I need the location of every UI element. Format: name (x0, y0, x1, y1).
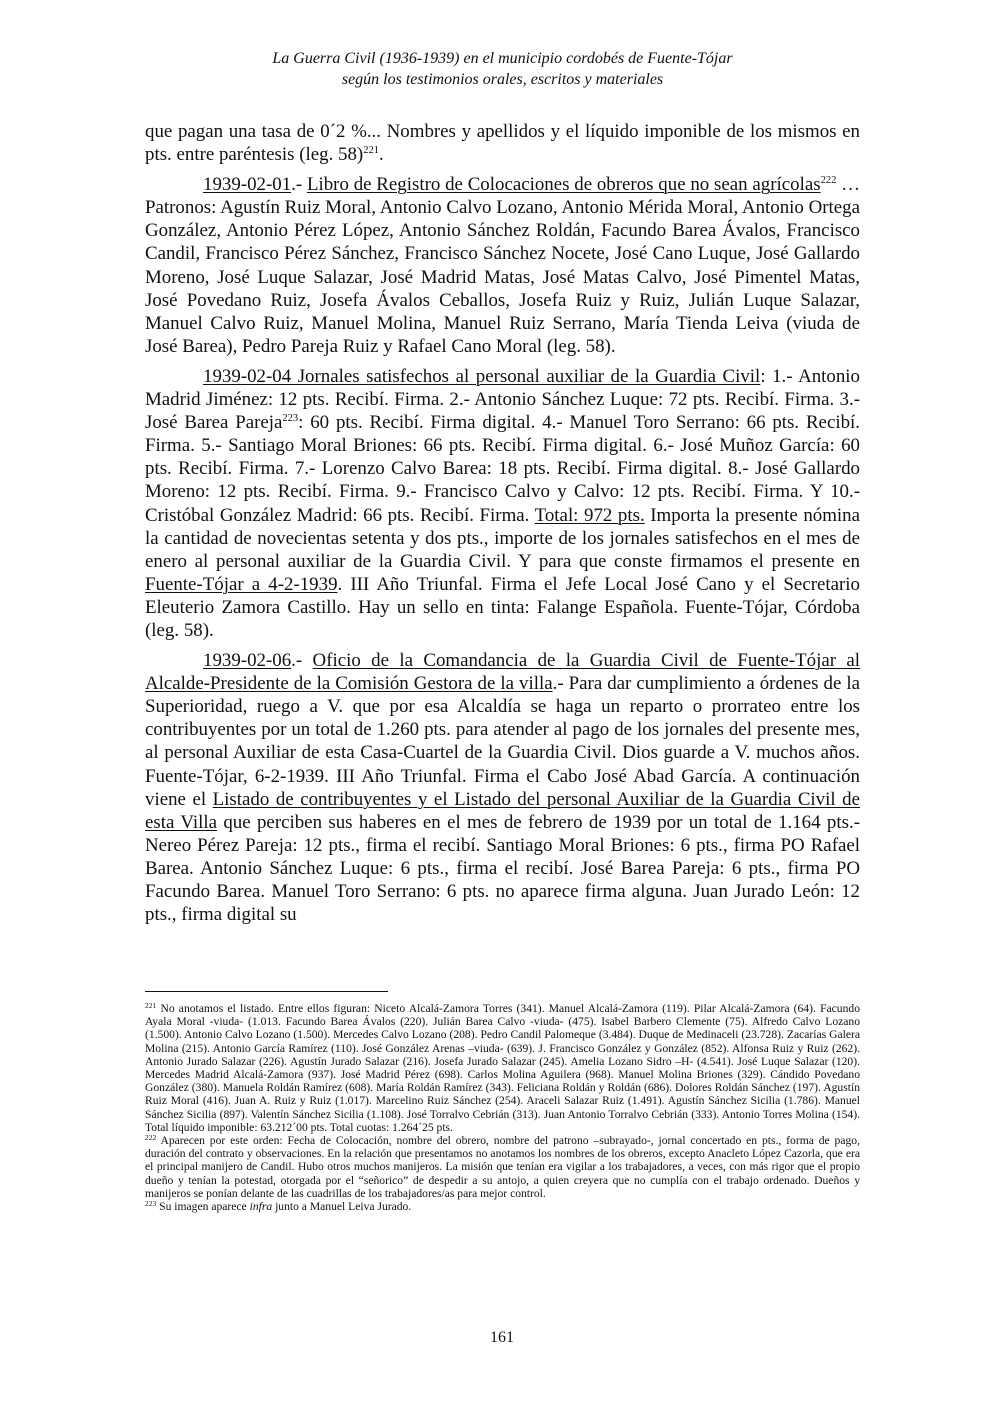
entry-text: que perciben sus haberes en el mes de febrero de 1939 por un total de 1.164 pts.- Nereo Pérez Pareja: 12 pts., firma el recibí. Santiago Moral Briones: 6 pts., firma PO Rafael Barea. Antonio Sánchez Luque: 6 pts., firma el recibí. José Barea Pareja: 6 pts., firma PO Facundo Barea. Manuel Toro Serrano: 6 pts. no aparece firma alguna. Juan Jurado León: 12 pts., firma digital su (145, 811, 860, 926)
footnote-text: Aparecen por este orden: Fecha de Colocación, nombre del obrero, nombre del patrono –subrayado-, jornal concertado en pts., forma de pago, duración del contrato y observaciones. En la relación que presentamos no anotamos los nombres de los obreros, excepto Anacleto López Cazorla, que era el principal manijero de Candil. Hubo otros muchos manijeros. La misión que tenían era vigilar a los trabajadores, a veces, con más rigor que el propio dueño y tenían la potestad, otorgada por el “señorico” de despedir a su antojo, a quien creyera que no cumplía con el trabajo ordenado. Dueños y manijeros se ponían delante de las cuadrillas de los trabajadores/as para mejor control. (145, 1134, 860, 1200)
entry-date: 1939-02-01 (203, 174, 292, 196)
entry-text: : 60 pts. Recibí. Firma digital. 4.- Manuel Toro Serrano: 66 pts. Recibí. Firma. 5.- Santiago Moral Briones: 66 pts. Recibí. Firma digital. 6.- José Muñoz García: 60 pts. Recibí. Firma. 7.- Lorenzo Calvo Barea: 18 pts. Recibí. Firma digital. 8.- José Gallardo Moreno: 12 pts. Recibí. Firma. 9.- Francisco Calvo y Calvo: 12 pts. Recibí. Firma. Y 10.- Cristóbal González Madrid: 66 pts. Recibí. Firma. (145, 412, 860, 526)
footnote-number: 222 (145, 1133, 157, 1143)
footnote-223 (145, 1200, 860, 1213)
paragraph-text: que pagan una tasa de 0´2 %... Nombres y apellidos y el líquido imponible de los mismos en pts. entre paréntesis (leg. 58) (145, 121, 860, 166)
header-line-2: según los testimonios orales, escritos y materiales (341, 71, 664, 88)
entry-text: … Patronos: Agustín Ruiz Moral, Antonio Calvo Lozano, Antonio Mérida Moral, Antonio Ortega González, Antonio Pérez López, Antonio Sánchez Roldán, Facundo Barea Ávalos, Francisco Candil, Francisco Pérez Sánchez, Francisco Sánchez Nocete, José Cano Luque, José Gallardo Moreno, José Luque Salazar, José Madrid Matas, José Matas Calvo, José Pimentel Matas, José Povedano Ruiz, Josefa Ávalos Ceballos, Josefa Ruiz y Ruiz, Julián Luque Salazar, Manuel Calvo Ruiz, Manuel Molina, Manuel Ruiz Serrano, María Tienda Leiva (viuda de José Barea), Pedro Pareja Ruiz y Rafael Cano Moral (leg. 58). (145, 174, 860, 357)
page-number: 161 (490, 1329, 514, 1346)
footnote-ref-221[interactable]: 221 (363, 145, 379, 157)
footnotes (145, 1002, 860, 1213)
entry-title: Oficio de la Comandancia de la Guardia Civil de Fuente-Tójar al Alcalde-Presidente de la Comisión Gestora de la villa (145, 650, 860, 695)
entry-text: . III Año Triunfal. Firma el Jefe Local José Cano y el Secretario Eleuterio Zamora Castillo. Hay un sello en tinta: Falange Española. Fuente-Tójar, Córdoba (leg. 58). (145, 573, 860, 641)
entry-1939-02-01 (145, 173, 860, 358)
running-header (145, 48, 860, 90)
footnote-separator (145, 991, 388, 992)
footnote-ref-223[interactable]: 223 (282, 413, 299, 425)
entry-text: .- Para dar cumplimiento a órdenes de la Superioridad, ruego a V. que por esa Alcaldía se haga un reparto o prorrateo entre los contribuyentes por un total de 1.260 pts. para atender al pago de los jornales del presente mes, al personal Auxiliar de esta Casa-Cuartel de la Guardia Civil. Dios guarde a V. muchos años. Fuente-Tójar, 6-2-1939. III Año Triunfal. Firma el Cabo José Abad García. A continuación viene el (145, 673, 860, 810)
entry-separator: .- (291, 650, 313, 672)
entry-text: : 1.- Antonio Madrid Jiménez: 12 pts. Recibí. Firma. 2.- Antonio Sánchez Luque: 72 pts. Recibí. Firma. 3.- José Barea Pareja (145, 365, 860, 434)
entry-title: 1939-02-04 Jornales satisfechos al personal auxiliar de la Guardia Civil (203, 365, 761, 387)
footnote-text: Su imagen aparece (156, 1200, 250, 1214)
entry-list-title: Listado de contribuyentes y el Listado del personal Auxiliar de la Guardia Civil de esta Villa (145, 788, 860, 833)
entry-1939-02-06 (145, 649, 860, 926)
footnote-221 (145, 1002, 860, 1134)
header-line-1: La Guerra Civil (1936-1939) en el municipio cordobés de Fuente-Tójar (272, 50, 733, 67)
footnote-emphasis: infra (249, 1200, 273, 1214)
footnote-number: 221 (145, 1001, 157, 1010)
paragraph-continuation (145, 120, 860, 166)
footnote-text: No anotamos el listado. Entre ellos figuran: Niceto Alcalá-Zamora Torres (341). Manuel Alcalá-Zamora (119). Pilar Alcalá-Zamora (64). Facundo Ayala Moral -viuda- (1.013. Facundo Barea Ávalos (220). Julián Barea Calvo -viuda- (475). Isabel Barbero Clemente (75). Alfredo Calvo Lozano (1.500). Antonio Calvo Lozano (1.500). Mercedes Calvo Lozano (208). Pedro Candil Palomeque (3.484). Duque de Medinaceli (23.728). Zacarías Galera Molina (215). Antonio García Ramírez (110). José González Arenas –viuda- (639). J. Francisco González y González (852). Alfonsa Ruiz y Ruiz (262). Antonio Jurado Salazar (226). Agustín Jurado Salazar (216). Josefa Jurado Salazar (245). Amelia Lozano Sidro –H- (4.541). José Luque Salazar (120). Mercedes Madrid Alcalá-Zamora (937). José Madrid Pérez (698). Carlos Molina Aguilera (968). Manuel Molina Briones (329). Cándido Povedano González (380). Manuela Roldán Ramírez (608). María Roldán Ramírez (343). Feliciana Roldán y Roldán (686). Dolores Roldán Sánchez (197). Agustín Ruiz Moral (416). Juan A. Ruiz y Ruiz (1.017). Marcelino Ruiz Sánchez (254). Araceli Salazar Ruiz (1.491). Agustín Sánchez Sicilia (1.786). Manuel Sánchez Sicilia (897). Valentín Sánchez Sicilia (1.108). José Torralvo Cebrián (313). Juan Antonio Torralvo Cebrián (333). Antonio Torres Molina (154). Total líquido imponible: 63.212´00 pts. Total cuotas: 1.264´25 pts. (145, 1002, 860, 1134)
footnote-number: 223 (145, 1199, 157, 1209)
footnote-text: junto a Manuel Leiva Jurado. (272, 1200, 412, 1214)
footnote-222 (145, 1134, 860, 1200)
paragraph-end: . (378, 144, 384, 166)
body-text (145, 120, 860, 933)
entry-place-date: Fuente-Tójar a 4-2-1939 (145, 573, 338, 595)
entry-total: Total: 972 pts. (534, 504, 645, 526)
entry-title: Libro de Registro de Colocaciones de obreros que no sean agrícolas (306, 174, 821, 196)
entry-1939-02-04 (145, 365, 860, 642)
entry-separator: .- (291, 174, 307, 196)
entry-date: 1939-02-06 (203, 650, 292, 672)
entry-text: Importa la presente nómina la cantidad de novecientas setenta y dos pts., importe de los jornales satisfechos en el mes de enero al personal auxiliar de la Guardia Civil. Y para que conste firmamos el presente en (145, 504, 860, 572)
footnote-ref-222[interactable]: 222 (820, 175, 837, 187)
